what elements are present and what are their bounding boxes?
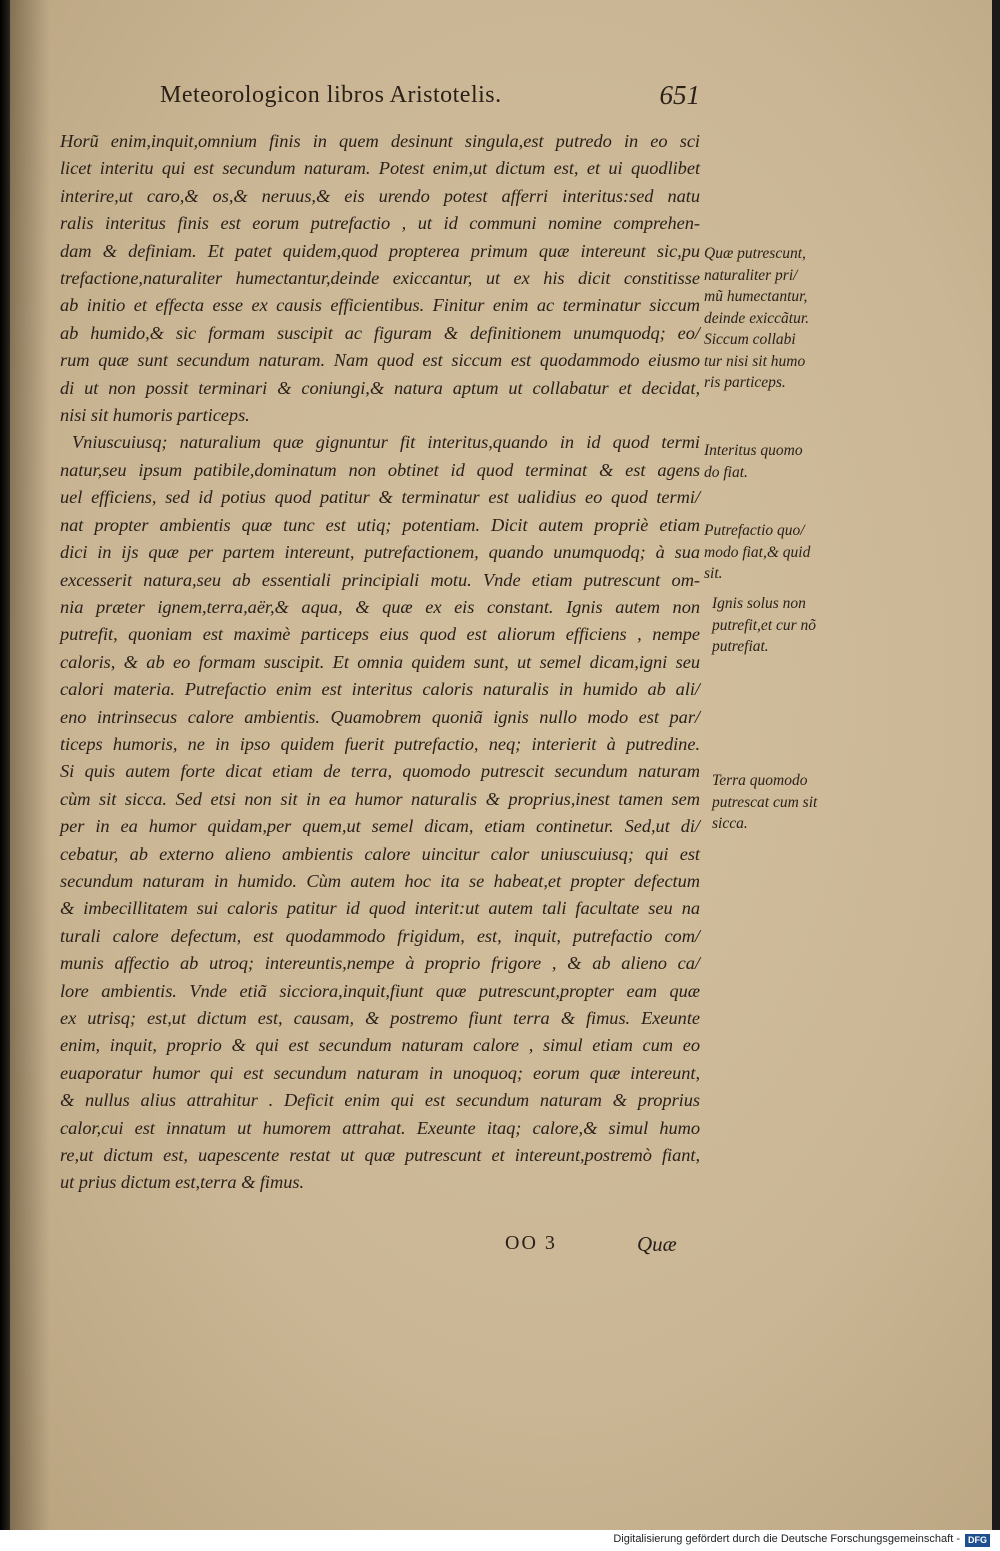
text-line: ab initio et effecta esse ex causis efficientibus. Finitur enim ac terminatur siccum	[60, 295, 700, 316]
text-line: cùm sit sicca. Sed etsi non sit in ea humor naturalis & proprius,inest tamen sem	[60, 788, 700, 809]
text-line: lore ambientis. Vnde etiã sicciora,inquit,fiunt quæ putrescunt,propter eam quæ	[60, 980, 700, 1001]
text-line: cebatur, ab externo alieno ambientis calore uincitur calor uniuscuiusq; qui est	[60, 843, 700, 864]
text-line: & nullus alius attrahitur . Deficit enim qui est secundum naturam & proprius	[60, 1090, 700, 1111]
text-line: ex utrisq; est,ut dictum est, causam, & postremo fiunt terra & fimus. Exeunte	[60, 1008, 700, 1028]
margin-note-line: putrefiat.	[712, 638, 769, 655]
funding-notice-bar	[0, 1530, 1000, 1551]
text-line: excesserit natura,seu ab essentiali principiali motu. Vnde etiam putrescunt om-	[60, 569, 700, 590]
text-line: munis affectio ab utroq; intereuntis,nempe à proprio frigore , & ab alieno ca/	[60, 953, 700, 974]
text-line: calor,cui est innatum ut humorem attrahat. Exeunte itaq; calore,& simul humo	[60, 1117, 700, 1138]
page-footer	[505, 1232, 705, 1262]
text-line: licet interitu qui est secundum naturam. Potest enim,ut dictum est, et ui quodlibet	[60, 158, 700, 179]
text-line: ut prius dictum est,terra & fimus.	[60, 1172, 305, 1193]
margin-note-line: Siccum collabi	[704, 331, 796, 348]
text-line: eno intrinsecus calore ambientis. Quamobrem quoniã ignis nullo modo est par/	[60, 706, 700, 727]
text-line: per in ea humor quidam,per quem,ut semel dicam, etiam continetur. Sed,ut di/	[60, 816, 700, 837]
margin-note-line: sit.	[704, 565, 723, 582]
dfg-logo: DFG	[965, 1534, 990, 1547]
margin-note-line: ris particeps.	[704, 374, 786, 391]
running-title: Meteorologicon libros Aristotelis.	[160, 82, 502, 108]
margin-note-line: tur nisi sit humo	[704, 352, 806, 370]
text-line: nisi sit humoris particeps.	[60, 405, 250, 426]
text-line: & imbecillitatem sui caloris patitur id quod interit:ut autem tali facultate seu na	[60, 898, 700, 919]
text-line: uel efficiens, sed id potius quod patitur & terminatur est ualidius eo quod termi/	[60, 487, 700, 508]
text-line: dici in ijs quæ per partem intereunt, putrefactionem, quando unumquodq; à sua	[60, 542, 700, 563]
funding-notice-text: Digitalisierung gefördert durch die Deutsche Forschungsgemeinschaft -	[613, 1533, 960, 1545]
margin-note-terra	[712, 770, 852, 835]
margin-note-line: naturaliter pri/	[704, 266, 798, 284]
margin-note-interitus	[704, 440, 844, 483]
text-line: nia præter ignem,terra,aër,& aqua, & quæ ex eis constant. Ignis autem non	[60, 596, 700, 617]
margin-note-line: sicca.	[712, 815, 748, 832]
running-head	[160, 82, 700, 122]
margin-note-line: do fiat.	[704, 463, 748, 481]
margin-note-line: Interitus quomo	[704, 442, 803, 459]
catchword: Quæ	[637, 1232, 677, 1256]
main-text-block	[60, 128, 700, 1197]
margin-note-line: mũ humectantur,	[704, 288, 808, 305]
margin-note-line: modo fiat,& quid	[704, 543, 811, 561]
margin-note-line: Quæ putrescunt,	[704, 245, 806, 262]
text-line: ab humido,& sic formam suscipit ac figuram & definitionem unumquodq; eo/	[60, 322, 700, 343]
text-line: secundum naturam in humido. Cùm autem hoc ita se habeat,et propter defectum	[60, 870, 700, 891]
margin-note-line: putrefit,et cur nõ	[712, 616, 817, 634]
margin-note-line: putrescat cum sit	[712, 793, 818, 811]
text-line: euaporatur humor qui est secundum naturam in unoquoq; eorum quæ intereunt,	[60, 1062, 700, 1083]
text-line: interire,ut caro,& os,& neruus,& eis urendo potest afferri interitus:sed natu	[60, 185, 700, 206]
margin-note-ignis	[712, 593, 852, 658]
text-line: Horũ enim,inquit,omnium finis in quem desinunt singula,est putredo in eo sci	[60, 131, 700, 151]
text-line: re,ut dictum est, uapescente restat ut quæ putrescunt et intereunt,postremò fiant,	[60, 1145, 700, 1166]
text-line: enim, inquit, proprio & qui est secundum naturam calore , simul etiam cum eo	[60, 1035, 700, 1056]
text-line: di ut non possit terminari & coniungi,& natura aptum ut collabatur et decidat,	[60, 377, 700, 398]
text-line: Si quis autem forte dicat etiam de terra, quomodo putrescit secundum naturam	[60, 761, 700, 782]
text-line: caloris, & ab eo formam suscipit. Et omnia quidem sunt, ut semel dicam,igni seu	[60, 651, 700, 672]
text-line: dam & definiam. Et patet quidem,quod propterea primum quæ intereunt sic,pu	[60, 240, 700, 261]
signature-mark: OO 3	[505, 1232, 557, 1254]
margin-note-line: deinde exiccãtur.	[704, 309, 810, 327]
margin-note-putrefactio	[704, 520, 844, 585]
scan-edge	[0, 0, 10, 1551]
text-line: trefactione,naturaliter humectantur,deinde exiccantur, ut ex his dicit constitisse	[60, 268, 700, 289]
text-line: rum quæ sunt secundum naturam. Nam quod est siccum est quodammodo eiusmo	[60, 350, 700, 371]
gutter-shadow	[10, 0, 50, 1530]
text-line: calori materia. Putrefactio enim est interitus caloris naturalis in humido ab ali/	[60, 679, 700, 700]
text-line: ralis interitus finis est eorum putrefactio , ut id communi nomine comprehen-	[60, 213, 700, 234]
page-number: 651	[659, 80, 700, 110]
text-line: ticeps humoris, ne in ipso quidem fuerit putrefactio, neq; interierit à putredine.	[60, 733, 700, 754]
text-line: natur,seu ipsum patibile,dominatum non obtinet id quod terminat & est agens	[60, 459, 700, 480]
text-line: turali calore defectum, est quodammodo frigidum, est, inquit, putrefactio com/	[60, 925, 700, 946]
margin-note-line: Terra quomodo	[712, 772, 808, 789]
margin-note-line: Ignis solus non	[712, 595, 806, 612]
margin-note-line: Putrefactio quo/	[704, 522, 805, 539]
text-line: putrefit, quoniam est maximè particeps eius quod est aliorum efficiens , nempe	[60, 624, 700, 645]
margin-note-putrescunt	[704, 243, 844, 394]
text-line: nat propter ambientis quæ tunc est utiq; potentiam. Dicit autem propriè etiam	[60, 514, 700, 535]
text-line: Vniuscuiusq; naturalium quæ gignuntur fit interitus,quando in id quod termi	[72, 432, 700, 453]
